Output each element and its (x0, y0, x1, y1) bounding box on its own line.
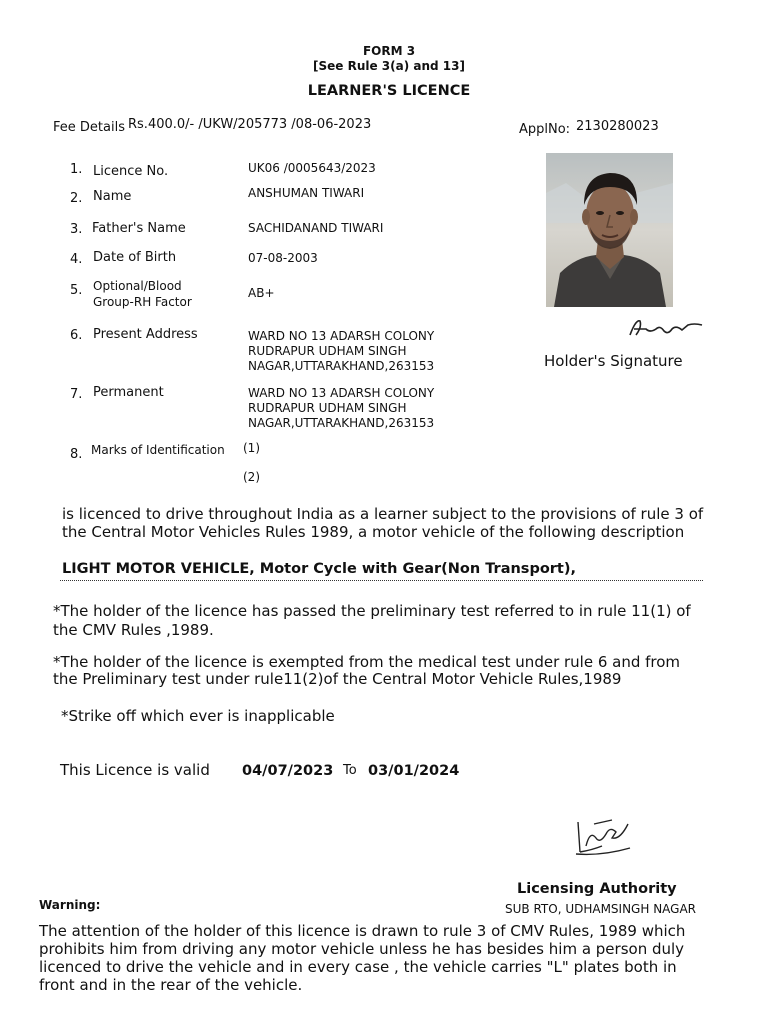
present-address-line: NAGAR,UTTARAKHAND,263153 (248, 359, 435, 373)
holder-name-value: ANSHUMAN TIWARI (248, 186, 365, 200)
warning-text-line: prohibits him from driving any motor vehicle unless he has besides him a person duly (39, 940, 685, 958)
field-number: 3. (70, 222, 83, 237)
holder-signature-mark (626, 315, 706, 341)
form-number: FORM 3 (362, 44, 416, 58)
dotted-divider (60, 580, 703, 581)
valid-from-date: 04/07/2023 (242, 763, 334, 779)
authority-signature-mark (572, 816, 636, 858)
holder-signature-label: Holder's Signature (544, 352, 683, 370)
statement-line: is licenced to drive throughout India as a learner subject to the provisions of rule 3 of (62, 505, 704, 523)
warning-text-line: front and in the rear of the vehicle. (39, 976, 303, 994)
field-label-present-address: Present Address (93, 327, 198, 342)
field-label-licence-no: Licence No. (93, 164, 169, 179)
holder-photo (546, 153, 673, 307)
field-number: 5. (70, 283, 83, 298)
strike-off-note: *Strike off which ever is inapplicable (61, 707, 335, 725)
note-exemption-line: *The holder of the licence is exempted from the medical test under rule 6 and from (53, 653, 681, 671)
warning-text-line: licenced to drive the vehicle and in every case , the vehicle carries "L" plates both in (39, 958, 677, 976)
field-number: 7. (70, 387, 83, 402)
valid-to-date: 03/01/2024 (368, 763, 460, 779)
field-number: 1. (70, 162, 83, 177)
validity-label: This Licence is valid (60, 761, 210, 779)
present-address-line: RUDRAPUR UDHAM SINGH (248, 344, 407, 358)
field-label-blood-group-line1: Optional/Blood (93, 279, 182, 293)
permanent-address-line: NAGAR,UTTARAKHAND,263153 (248, 416, 435, 430)
fathers-name-value: SACHIDANAND TIWARI (248, 221, 384, 235)
identification-mark-1: (1) (243, 441, 260, 455)
note-preliminary-test-line: the CMV Rules ,1989. (53, 621, 214, 639)
note-exemption-line: the Preliminary test under rule11(2)of the Central Motor Vehicle Rules,1989 (53, 670, 622, 688)
note-preliminary-test-line: *The holder of the licence has passed the preliminary test referred to in rule 11(1) of (53, 602, 691, 620)
permanent-address-line: RUDRAPUR UDHAM SINGH (248, 401, 407, 415)
warning-label: Warning: (39, 898, 101, 912)
field-number: 6. (70, 328, 83, 343)
present-address-line: WARD NO 13 ADARSH COLONY (248, 329, 435, 343)
fee-details-value: Rs.400.0/- /UKW/205773 /08-06-2023 (128, 117, 372, 132)
identification-mark-2: (2) (243, 470, 260, 484)
field-number: 8. (70, 447, 83, 462)
appl-no-label: ApplNo: (519, 122, 571, 137)
form-rule-reference: [See Rule 3(a) and 13] (313, 59, 465, 73)
warning-text-line: The attention of the holder of this licence is drawn to rule 3 of CMV Rules, 1989 which (39, 922, 686, 940)
field-label-permanent-address: Permanent (93, 385, 164, 400)
field-label-name: Name (93, 189, 132, 204)
field-label-date-of-birth: Date of Birth (93, 250, 177, 265)
blood-group-value: AB+ (248, 286, 275, 300)
vehicle-class: LIGHT MOTOR VEHICLE, Motor Cycle with Gear(Non Transport), (62, 561, 576, 577)
licensing-authority-office: SUB RTO, UDHAMSINGH NAGAR (505, 902, 697, 916)
permanent-address-line: WARD NO 13 ADARSH COLONY (248, 386, 435, 400)
statement-line: the Central Motor Vehicles Rules 1989, a motor vehicle of the following description (62, 523, 685, 541)
field-number: 4. (70, 252, 83, 267)
field-number: 2. (70, 191, 83, 206)
document-title: LEARNER'S LICENCE (307, 83, 471, 99)
date-of-birth-value: 07-08-2003 (248, 251, 318, 265)
field-label-fathers-name: Father's Name (92, 221, 186, 236)
validity-to-label: To (343, 763, 357, 778)
fee-details-label: Fee Details (53, 120, 125, 135)
field-label-marks-of-identification: Marks of Identification (91, 443, 225, 457)
field-label-blood-group-line2: Group-RH Factor (93, 295, 192, 309)
appl-no-value: 2130280023 (576, 119, 659, 134)
licensing-authority-title: Licensing Authority (517, 881, 677, 897)
licence-number-value: UK06 /0005643/2023 (248, 161, 376, 175)
